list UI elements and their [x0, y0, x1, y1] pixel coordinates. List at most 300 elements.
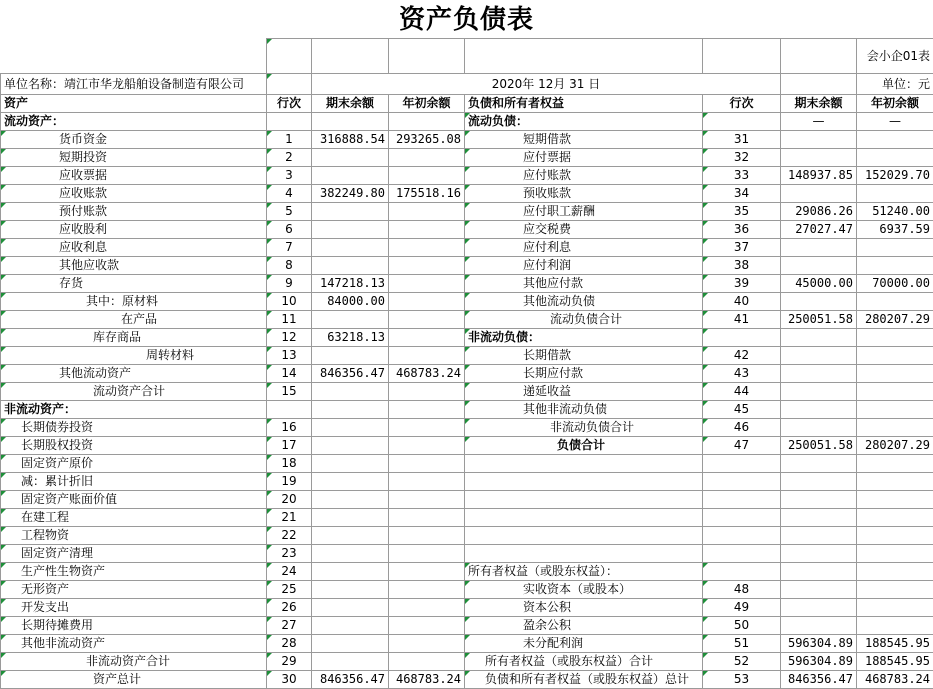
liability-name[interactable]: 短期借款 [465, 131, 703, 149]
liability-line-no[interactable]: 33 [703, 167, 781, 185]
asset-name[interactable]: 长期待摊费用 [1, 617, 267, 635]
asset-line-no[interactable]: 23 [267, 545, 312, 563]
asset-end-balance[interactable]: 316888.54 [312, 131, 389, 149]
liability-begin-balance[interactable] [857, 131, 933, 149]
liability-name[interactable]: 应付账款 [465, 167, 703, 185]
asset-end-balance[interactable] [312, 113, 389, 131]
asset-name[interactable]: 减：累计折旧 [1, 473, 267, 491]
table-row [1, 383, 933, 401]
asset-name[interactable]: 在产品 [1, 311, 267, 329]
asset-line-no[interactable]: 5 [267, 203, 312, 221]
asset-name[interactable]: 预付账款 [1, 203, 267, 221]
table-row [1, 203, 933, 221]
asset-begin-balance[interactable] [389, 437, 465, 455]
liability-name[interactable]: 应付利息 [465, 239, 703, 257]
liability-line-no[interactable]: 38 [703, 257, 781, 275]
liability-begin-balance[interactable] [857, 599, 933, 617]
liability-end-balance[interactable]: 29086.26 [781, 203, 857, 221]
asset-end-balance[interactable] [312, 473, 389, 491]
asset-end-balance[interactable] [312, 167, 389, 185]
liability-begin-balance[interactable]: 152029.70 [857, 167, 933, 185]
liability-end-balance[interactable]: 596304.89 [781, 635, 857, 653]
table-row [1, 149, 933, 167]
liability-name[interactable] [465, 527, 703, 545]
liability-name[interactable]: 非流动负债： [465, 329, 703, 347]
liability-begin-balance[interactable] [857, 329, 933, 347]
liability-line-no[interactable]: 50 [703, 617, 781, 635]
liability-line-no[interactable]: 44 [703, 383, 781, 401]
liability-begin-balance[interactable] [857, 617, 933, 635]
liability-name[interactable]: 非流动负债合计 [465, 419, 703, 437]
asset-name[interactable]: 存货 [1, 275, 267, 293]
asset-line-no[interactable]: 27 [267, 617, 312, 635]
table-row [1, 617, 933, 635]
asset-end-balance[interactable] [312, 437, 389, 455]
table-row [1, 419, 933, 437]
liability-name[interactable]: 盈余公积 [465, 617, 703, 635]
liability-end-balance[interactable] [781, 239, 857, 257]
liability-begin-balance[interactable]: 280207.29 [857, 437, 933, 455]
asset-begin-balance[interactable] [389, 329, 465, 347]
liability-begin-balance[interactable]: 280207.29 [857, 311, 933, 329]
liability-begin-balance[interactable] [857, 581, 933, 599]
asset-name[interactable]: 非流动资产合计 [1, 653, 267, 671]
liability-line-no[interactable]: 49 [703, 599, 781, 617]
asset-end-balance[interactable] [312, 419, 389, 437]
asset-line-no[interactable]: 6 [267, 221, 312, 239]
liability-begin-balance[interactable] [857, 455, 933, 473]
asset-begin-balance[interactable] [389, 401, 465, 419]
table-row [1, 437, 933, 455]
liability-end-balance[interactable] [781, 131, 857, 149]
asset-name[interactable]: 应收账款 [1, 185, 267, 203]
liability-line-no[interactable] [703, 455, 781, 473]
liability-name[interactable]: 所有者权益（或股东权益）： [465, 563, 703, 581]
asset-name[interactable]: 短期投资 [1, 149, 267, 167]
liability-line-no[interactable]: 37 [703, 239, 781, 257]
table-row [1, 257, 933, 275]
liability-end-balance[interactable] [781, 527, 857, 545]
asset-line-no[interactable]: 2 [267, 149, 312, 167]
asset-end-balance[interactable] [312, 455, 389, 473]
liability-end-balance[interactable]: 250051.58 [781, 437, 857, 455]
asset-end-balance[interactable] [312, 509, 389, 527]
liability-name[interactable]: 预收账款 [465, 185, 703, 203]
asset-line-no[interactable]: 3 [267, 167, 312, 185]
liability-end-balance[interactable]: 148937.85 [781, 167, 857, 185]
asset-line-no[interactable]: 12 [267, 329, 312, 347]
header-end-balance[interactable]: 期末余额 [781, 95, 857, 113]
liability-line-no[interactable] [703, 527, 781, 545]
asset-begin-balance[interactable]: 175518.16 [389, 185, 465, 203]
liability-begin-balance[interactable]: 468783.24 [857, 671, 933, 689]
liability-name[interactable] [465, 455, 703, 473]
asset-end-balance[interactable] [312, 311, 389, 329]
asset-end-balance[interactable] [312, 491, 389, 509]
asset-begin-balance[interactable] [389, 545, 465, 563]
asset-begin-balance[interactable] [389, 635, 465, 653]
form-code[interactable]: 会小企01表 [857, 39, 933, 74]
asset-begin-balance[interactable] [389, 221, 465, 239]
liability-name[interactable] [465, 491, 703, 509]
asset-begin-balance[interactable] [389, 653, 465, 671]
report-title: 资产负债表 [0, 0, 933, 38]
asset-name[interactable]: 长期债券投资 [1, 419, 267, 437]
header-end-balance[interactable]: 期末余额 [312, 95, 389, 113]
asset-name[interactable]: 货币资金 [1, 131, 267, 149]
liability-end-balance[interactable] [781, 509, 857, 527]
liability-end-balance[interactable]: 250051.58 [781, 311, 857, 329]
asset-line-no[interactable]: 20 [267, 491, 312, 509]
liability-name[interactable]: 所有者权益（或股东权益）合计 [465, 653, 703, 671]
liability-end-balance[interactable] [781, 293, 857, 311]
spacer-row [1, 39, 933, 74]
table-row [1, 275, 933, 293]
asset-end-balance[interactable]: 147218.13 [312, 275, 389, 293]
asset-end-balance[interactable] [312, 617, 389, 635]
table-row [1, 455, 933, 473]
liability-begin-balance[interactable]: 51240.00 [857, 203, 933, 221]
asset-line-no[interactable]: 11 [267, 311, 312, 329]
liability-line-no[interactable] [703, 545, 781, 563]
liability-line-no[interactable]: 34 [703, 185, 781, 203]
liability-line-no[interactable]: 52 [703, 653, 781, 671]
liability-line-no[interactable] [703, 491, 781, 509]
liability-name[interactable]: 应付职工薪酬 [465, 203, 703, 221]
asset-name[interactable]: 固定资产清理 [1, 545, 267, 563]
liability-line-no[interactable]: 53 [703, 671, 781, 689]
asset-end-balance[interactable] [312, 527, 389, 545]
liability-line-no[interactable]: 35 [703, 203, 781, 221]
liability-begin-balance[interactable]: 6937.59 [857, 221, 933, 239]
asset-end-balance[interactable] [312, 653, 389, 671]
liability-end-balance[interactable]: 846356.47 [781, 671, 857, 689]
header-begin-balance[interactable]: 年初余额 [389, 95, 465, 113]
liability-end-balance[interactable] [781, 383, 857, 401]
liability-name[interactable]: 流动负债合计 [465, 311, 703, 329]
asset-end-balance[interactable] [312, 401, 389, 419]
asset-begin-balance[interactable] [389, 347, 465, 365]
liability-end-balance[interactable] [781, 599, 857, 617]
liability-name[interactable]: 应付票据 [465, 149, 703, 167]
asset-line-no[interactable]: 21 [267, 509, 312, 527]
liability-begin-balance[interactable] [857, 401, 933, 419]
table-row [1, 401, 933, 419]
liability-begin-balance[interactable] [857, 473, 933, 491]
liability-name[interactable] [465, 545, 703, 563]
asset-name[interactable]: 长期股权投资 [1, 437, 267, 455]
liability-name[interactable]: 递延收益 [465, 383, 703, 401]
liability-name[interactable]: 应付利润 [465, 257, 703, 275]
asset-end-balance[interactable] [312, 203, 389, 221]
asset-name[interactable]: 固定资产原价 [1, 455, 267, 473]
liability-end-balance[interactable] [781, 185, 857, 203]
liability-begin-balance[interactable] [857, 527, 933, 545]
liability-end-balance[interactable] [781, 401, 857, 419]
liability-line-no[interactable] [703, 509, 781, 527]
asset-line-no[interactable]: 1 [267, 131, 312, 149]
asset-name[interactable]: 生产性生物资产 [1, 563, 267, 581]
asset-name[interactable]: 库存商品 [1, 329, 267, 347]
liability-name[interactable]: 实收资本（或股本） [465, 581, 703, 599]
asset-end-balance[interactable] [312, 257, 389, 275]
asset-begin-balance[interactable] [389, 419, 465, 437]
liability-begin-balance[interactable] [857, 347, 933, 365]
liability-line-no[interactable] [703, 113, 781, 131]
asset-line-no[interactable]: 28 [267, 635, 312, 653]
table-row [1, 239, 933, 257]
liability-end-balance[interactable] [781, 617, 857, 635]
liability-begin-balance[interactable] [857, 185, 933, 203]
liability-name[interactable]: 负债合计 [465, 437, 703, 455]
spacer-cell[interactable] [703, 39, 781, 74]
liability-line-no[interactable]: 36 [703, 221, 781, 239]
asset-name[interactable]: 应收利息 [1, 239, 267, 257]
liability-name[interactable] [465, 473, 703, 491]
asset-end-balance[interactable] [312, 239, 389, 257]
liability-end-balance[interactable]: — [781, 113, 857, 131]
asset-end-balance[interactable]: 382249.80 [312, 185, 389, 203]
liability-end-balance[interactable] [781, 563, 857, 581]
meta-cell[interactable] [781, 74, 857, 95]
liability-name[interactable]: 长期借款 [465, 347, 703, 365]
liability-name[interactable]: 其他应付款 [465, 275, 703, 293]
liability-end-balance[interactable] [781, 347, 857, 365]
spacer-cell[interactable] [389, 39, 465, 74]
liability-name[interactable]: 流动负债： [465, 113, 703, 131]
liability-begin-balance[interactable] [857, 257, 933, 275]
liability-end-balance[interactable]: 27027.47 [781, 221, 857, 239]
asset-name[interactable]: 流动资产合计 [1, 383, 267, 401]
asset-name[interactable]: 在建工程 [1, 509, 267, 527]
asset-name[interactable]: 资产总计 [1, 671, 267, 689]
header-line-no[interactable]: 行次 [267, 95, 312, 113]
asset-end-balance[interactable] [312, 149, 389, 167]
asset-end-balance[interactable] [312, 599, 389, 617]
asset-end-balance[interactable]: 846356.47 [312, 671, 389, 689]
asset-line-no[interactable]: 9 [267, 275, 312, 293]
asset-begin-balance[interactable] [389, 491, 465, 509]
liability-name[interactable]: 负债和所有者权益（或股东权益）总计 [465, 671, 703, 689]
asset-line-no[interactable] [267, 401, 312, 419]
asset-name[interactable]: 固定资产账面价值 [1, 491, 267, 509]
asset-begin-balance[interactable] [389, 311, 465, 329]
liability-name[interactable]: 长期应付款 [465, 365, 703, 383]
asset-end-balance[interactable] [312, 545, 389, 563]
liability-line-no[interactable] [703, 563, 781, 581]
asset-line-no[interactable]: 7 [267, 239, 312, 257]
liability-end-balance[interactable] [781, 329, 857, 347]
asset-line-no[interactable]: 18 [267, 455, 312, 473]
header-asset[interactable]: 资产 [1, 95, 267, 113]
asset-end-balance[interactable] [312, 221, 389, 239]
table-row [1, 167, 933, 185]
asset-line-no[interactable]: 30 [267, 671, 312, 689]
liability-begin-balance[interactable] [857, 149, 933, 167]
liability-name[interactable]: 资本公积 [465, 599, 703, 617]
spacer-cell[interactable] [781, 39, 857, 74]
asset-name[interactable]: 开发支出 [1, 599, 267, 617]
asset-name[interactable]: 流动资产： [1, 113, 267, 131]
asset-end-balance[interactable] [312, 635, 389, 653]
asset-begin-balance[interactable]: 468783.24 [389, 365, 465, 383]
liability-begin-balance[interactable]: — [857, 113, 933, 131]
liability-line-no[interactable]: 43 [703, 365, 781, 383]
asset-name[interactable]: 工程物资 [1, 527, 267, 545]
asset-line-no[interactable]: 26 [267, 599, 312, 617]
liability-line-no[interactable]: 48 [703, 581, 781, 599]
asset-begin-balance[interactable] [389, 599, 465, 617]
liability-line-no[interactable] [703, 473, 781, 491]
asset-begin-balance[interactable] [389, 563, 465, 581]
liability-end-balance[interactable] [781, 149, 857, 167]
liability-name[interactable] [465, 509, 703, 527]
liability-begin-balance[interactable] [857, 491, 933, 509]
liability-end-balance[interactable] [781, 473, 857, 491]
meta-cell[interactable] [267, 74, 312, 95]
asset-line-no[interactable]: 29 [267, 653, 312, 671]
liability-end-balance[interactable] [781, 545, 857, 563]
table-row [1, 365, 933, 383]
header-begin-balance[interactable]: 年初余额 [857, 95, 933, 113]
liability-begin-balance[interactable] [857, 545, 933, 563]
unit-label[interactable]: 单位：元 [857, 74, 933, 95]
spacer-cell[interactable] [267, 39, 312, 74]
asset-name[interactable]: 其中：原材料 [1, 293, 267, 311]
table-row [1, 185, 933, 203]
asset-name[interactable]: 其他流动资产 [1, 365, 267, 383]
liability-line-no[interactable]: 46 [703, 419, 781, 437]
asset-name[interactable]: 非流动资产： [1, 401, 267, 419]
header-line-no[interactable]: 行次 [703, 95, 781, 113]
asset-begin-balance[interactable]: 293265.08 [389, 131, 465, 149]
liability-line-no[interactable]: 47 [703, 437, 781, 455]
table-row [1, 635, 933, 653]
asset-line-no[interactable] [267, 113, 312, 131]
liability-end-balance[interactable] [781, 581, 857, 599]
asset-begin-balance[interactable] [389, 275, 465, 293]
asset-begin-balance[interactable] [389, 455, 465, 473]
asset-end-balance[interactable]: 84000.00 [312, 293, 389, 311]
liability-name[interactable]: 应交税费 [465, 221, 703, 239]
liability-name[interactable]: 未分配利润 [465, 635, 703, 653]
table-row [1, 599, 933, 617]
asset-line-no[interactable]: 4 [267, 185, 312, 203]
asset-name[interactable]: 其他非流动资产 [1, 635, 267, 653]
asset-line-no[interactable]: 16 [267, 419, 312, 437]
liability-end-balance[interactable]: 596304.89 [781, 653, 857, 671]
asset-begin-balance[interactable] [389, 149, 465, 167]
table-row [1, 347, 933, 365]
liability-end-balance[interactable] [781, 419, 857, 437]
asset-name[interactable]: 其他应收款 [1, 257, 267, 275]
liability-end-balance[interactable]: 45000.00 [781, 275, 857, 293]
liability-end-balance[interactable] [781, 365, 857, 383]
liability-line-no[interactable]: 45 [703, 401, 781, 419]
liability-line-no[interactable]: 31 [703, 131, 781, 149]
asset-end-balance[interactable] [312, 347, 389, 365]
asset-end-balance[interactable] [312, 383, 389, 401]
liability-begin-balance[interactable] [857, 239, 933, 257]
asset-line-no[interactable]: 19 [267, 473, 312, 491]
liability-end-balance[interactable] [781, 491, 857, 509]
asset-name[interactable]: 应收票据 [1, 167, 267, 185]
asset-line-no[interactable]: 14 [267, 365, 312, 383]
asset-line-no[interactable]: 22 [267, 527, 312, 545]
asset-end-balance[interactable] [312, 563, 389, 581]
liability-begin-balance[interactable]: 188545.95 [857, 635, 933, 653]
liability-end-balance[interactable] [781, 455, 857, 473]
liability-line-no[interactable]: 42 [703, 347, 781, 365]
report-date[interactable]: 2020年 12月 31 日 [312, 74, 781, 95]
table-row [1, 221, 933, 239]
asset-begin-balance[interactable] [389, 167, 465, 185]
asset-end-balance[interactable]: 63218.13 [312, 329, 389, 347]
asset-begin-balance[interactable] [389, 527, 465, 545]
liability-begin-balance[interactable] [857, 509, 933, 527]
asset-begin-balance[interactable] [389, 239, 465, 257]
header-liability[interactable]: 负债和所有者权益 [465, 95, 703, 113]
liability-begin-balance[interactable] [857, 365, 933, 383]
asset-line-no[interactable]: 13 [267, 347, 312, 365]
liability-begin-balance[interactable]: 188545.95 [857, 653, 933, 671]
asset-begin-balance[interactable] [389, 113, 465, 131]
spacer-cell [1, 39, 267, 74]
asset-begin-balance[interactable] [389, 203, 465, 221]
asset-end-balance[interactable]: 846356.47 [312, 365, 389, 383]
table-row [1, 509, 933, 527]
liability-name[interactable]: 其他非流动负债 [465, 401, 703, 419]
asset-name[interactable]: 应收股利 [1, 221, 267, 239]
asset-line-no[interactable]: 24 [267, 563, 312, 581]
asset-begin-balance[interactable]: 468783.24 [389, 671, 465, 689]
liability-line-no[interactable] [703, 329, 781, 347]
company-name[interactable]: 单位名称：靖江市华龙船舶设备制造有限公司 [1, 74, 267, 95]
liability-line-no[interactable]: 41 [703, 311, 781, 329]
liability-begin-balance[interactable] [857, 419, 933, 437]
liability-begin-balance[interactable]: 70000.00 [857, 275, 933, 293]
asset-begin-balance[interactable] [389, 383, 465, 401]
spacer-cell[interactable] [312, 39, 389, 74]
asset-begin-balance[interactable] [389, 473, 465, 491]
liability-line-no[interactable]: 32 [703, 149, 781, 167]
liability-begin-balance[interactable] [857, 293, 933, 311]
asset-line-no[interactable]: 8 [267, 257, 312, 275]
liability-line-no[interactable]: 40 [703, 293, 781, 311]
spacer-cell[interactable] [465, 39, 703, 74]
asset-begin-balance[interactable] [389, 293, 465, 311]
asset-begin-balance[interactable] [389, 581, 465, 599]
asset-line-no[interactable]: 10 [267, 293, 312, 311]
asset-line-no[interactable]: 15 [267, 383, 312, 401]
asset-line-no[interactable]: 17 [267, 437, 312, 455]
liability-begin-balance[interactable] [857, 563, 933, 581]
asset-name[interactable]: 周转材料 [1, 347, 267, 365]
asset-begin-balance[interactable] [389, 617, 465, 635]
table-row [1, 581, 933, 599]
asset-begin-balance[interactable] [389, 257, 465, 275]
balance-sheet-table [0, 38, 933, 689]
liability-name[interactable]: 其他流动负债 [465, 293, 703, 311]
asset-begin-balance[interactable] [389, 509, 465, 527]
liability-line-no[interactable]: 51 [703, 635, 781, 653]
liability-end-balance[interactable] [781, 257, 857, 275]
liability-begin-balance[interactable] [857, 383, 933, 401]
asset-name[interactable]: 无形资产 [1, 581, 267, 599]
asset-line-no[interactable]: 25 [267, 581, 312, 599]
asset-end-balance[interactable] [312, 581, 389, 599]
liability-line-no[interactable]: 39 [703, 275, 781, 293]
